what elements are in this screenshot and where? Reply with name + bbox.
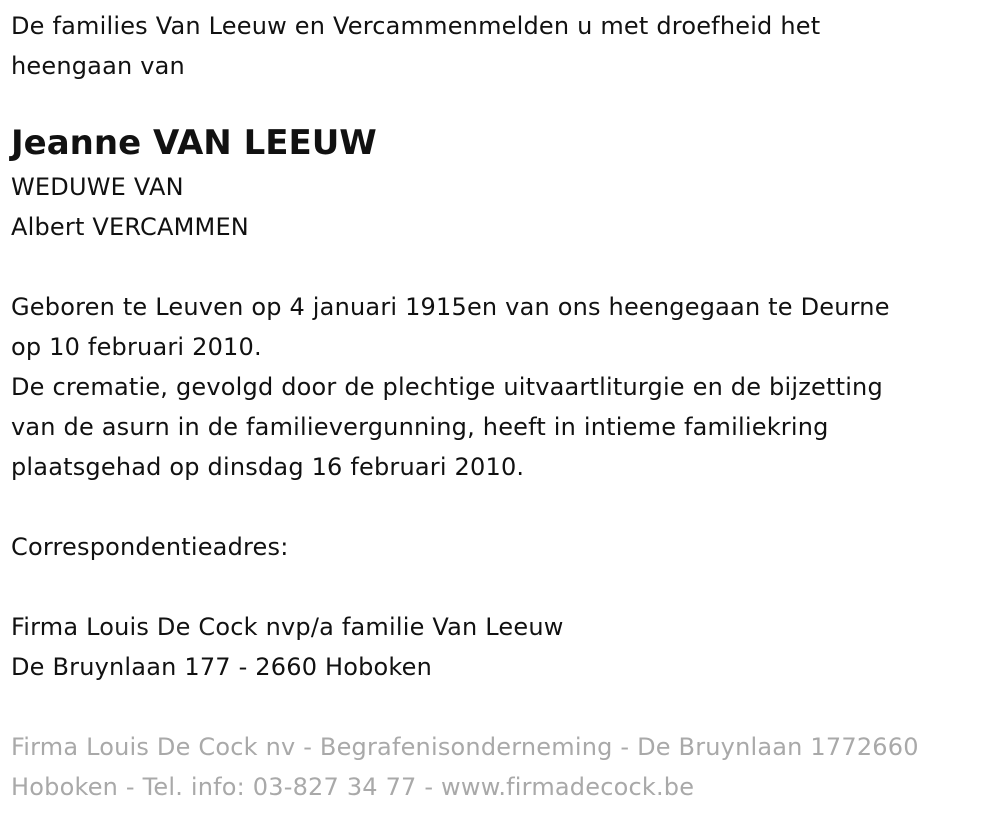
spacer: [11, 487, 991, 527]
correspondence-addressee: Firma Louis De Cock nvp/a familie Van Leeuw: [11, 613, 564, 641]
spacer: [11, 687, 991, 727]
footer-line-1: Firma Louis De Cock nv - Begrafenisonderneming - De Bruynlaan 1772660: [11, 733, 919, 761]
correspondence-label: Correspondentieadres:: [11, 533, 289, 561]
footer-line-2: Hoboken - Tel. info: 03-827 34 77 - www.firmadecock.be: [11, 773, 695, 801]
details-line-4: van de asurn in de familievergunning, heeft in intieme familiekring: [11, 413, 829, 441]
details-line-1: Geboren te Leuven op 4 januari 1915en van ons heengegaan te Deurne: [11, 293, 890, 321]
correspondence-address: De Bruynlaan 177 - 2660 Hoboken: [11, 653, 433, 681]
intro-text-line-2: heengaan van: [11, 52, 185, 80]
obituary-notice: [11, 6, 991, 807]
intro-text-line-1: De families Van Leeuw en Vercammenmelden u met droefheid het: [11, 12, 821, 40]
spouse-name: Albert VERCAMMEN: [11, 213, 249, 241]
deceased-name: Jeanne VAN LEEUW: [11, 123, 377, 163]
details-line-2: op 10 februari 2010.: [11, 333, 262, 361]
widow-status: WEDUWE VAN: [11, 173, 184, 201]
details-line-3: De crematie, gevolgd door de plechtige uitvaartliturgie en de bijzetting: [11, 373, 883, 401]
spacer: [11, 567, 991, 607]
details-line-5: plaatsgehad op dinsdag 16 februari 2010.: [11, 453, 525, 481]
spacer: [11, 247, 991, 287]
